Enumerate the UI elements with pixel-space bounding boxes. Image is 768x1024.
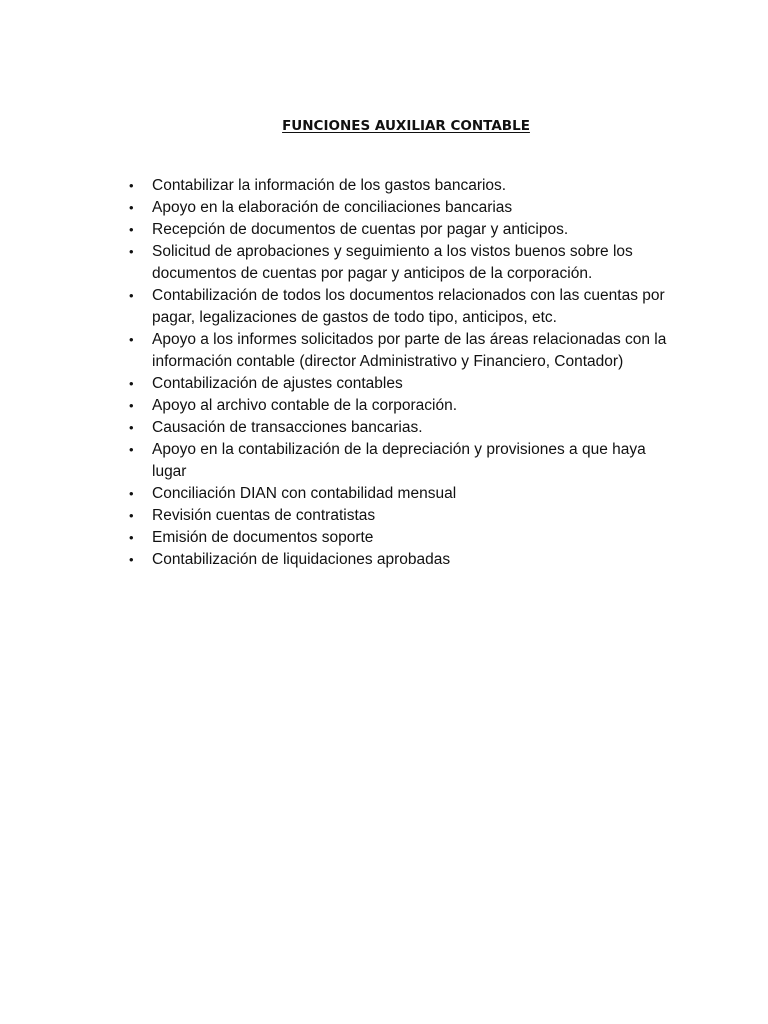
list-item-text: Apoyo en la elaboración de conciliaciones bancarias (152, 199, 513, 216)
list-item (129, 373, 672, 395)
list-item-text: Apoyo a los informes solicitados por parte de las áreas relacionadas con la información contable (director Administrativo y Financiero, Contador) (152, 331, 667, 370)
list-item (129, 329, 672, 373)
list-item (129, 219, 672, 241)
list-item-text: Solicitud de aprobaciones y seguimiento a los vistos buenos sobre los documentos de cuentas por pagar y anticipos de la corporación. (152, 243, 633, 282)
bullet-icon: • (129, 376, 134, 391)
list-item (129, 285, 672, 329)
list-item (129, 505, 672, 527)
list-item-text: Conciliación DIAN con contabilidad mensual (152, 485, 457, 502)
bullet-icon: • (129, 222, 134, 237)
list-item-text: Causación de transacciones bancarias. (152, 419, 423, 436)
list-item (129, 417, 672, 439)
list-item (129, 483, 672, 505)
list-item-text: Contabilizar la información de los gastos bancarios. (152, 177, 507, 194)
bullet-icon: • (129, 200, 134, 215)
list-item-text: Apoyo en la contabilización de la depreciación y provisiones a que haya lugar (152, 441, 646, 480)
duties-list (129, 175, 672, 571)
list-item (129, 527, 672, 549)
bullet-icon: • (129, 332, 134, 347)
bullet-icon: • (129, 552, 134, 567)
list-item (129, 175, 672, 197)
bullet-icon: • (129, 530, 134, 545)
bullet-icon: • (129, 442, 134, 457)
list-item-text: Revisión cuentas de contratistas (152, 507, 376, 524)
list-item-text: Recepción de documentos de cuentas por pagar y anticipos. (152, 221, 569, 238)
list-item-text: Emisión de documentos soporte (152, 529, 374, 546)
bullet-icon: • (129, 398, 134, 413)
bullet-icon: • (129, 420, 134, 435)
bullet-icon: • (129, 486, 134, 501)
list-item-text: Apoyo al archivo contable de la corporación. (152, 397, 458, 414)
bullet-icon: • (129, 288, 134, 303)
list-item (129, 197, 672, 219)
bullet-icon: • (129, 508, 134, 523)
list-item (129, 439, 672, 483)
list-item-text: Contabilización de ajustes contables (152, 375, 403, 392)
bullet-icon: • (129, 178, 134, 193)
list-item (129, 395, 672, 417)
list-item-text: Contabilización de todos los documentos relacionados con las cuentas por pagar, legalizaciones de gastos de todo tipo, anticipos, etc. (152, 287, 665, 326)
bullet-icon: • (129, 244, 134, 259)
list-item (129, 549, 672, 571)
document-title: FUNCIONES AUXILIAR CONTABLE (282, 118, 530, 134)
list-item-text: Contabilización de liquidaciones aprobadas (152, 551, 451, 568)
list-item (129, 241, 672, 285)
